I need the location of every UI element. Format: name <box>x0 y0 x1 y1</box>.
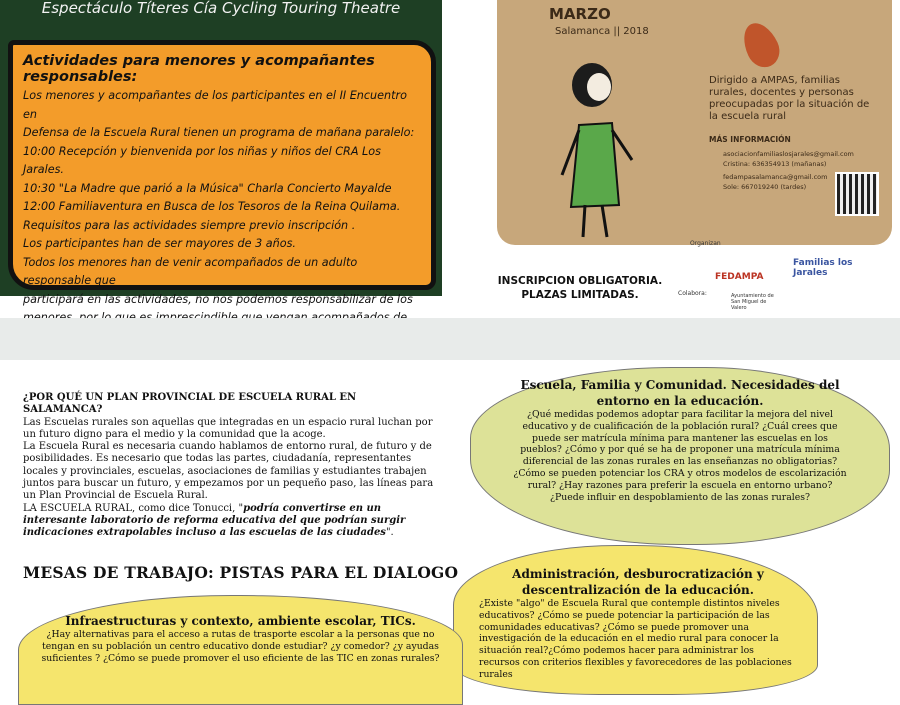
contact-line: asociacionfamiliaslosjarales@gmail.com <box>723 150 854 158</box>
activities-line: 12:00 Familiaventura en Busca de los Tesoros de la Reina Quilama. <box>23 200 401 213</box>
section-divider <box>0 318 900 360</box>
activities-box <box>8 40 436 306</box>
activities-line: Requisitos para las actividades siempre previo inscripción . <box>23 218 356 232</box>
poster-audience: Dirigido a AMPAS, familias rurales, docentes y personas preocupadas por la situación de la escuela rural <box>709 75 870 122</box>
quote-lead: LA ESCUELA RURAL, como dice Tonucci, " <box>23 502 244 514</box>
intro-paragraph: La Escuela Rural es necesaria cuando hablamos de entorno rural, de futuro y de posibilidades. Es necesario que todas las partes, ciudadanía, representantes locales y provinciales, escuelas, asociaciones de familias y estudiantes trabajen juntos para buscar un futuro, y empezamos por un pequeño paso, las líneas para un Plan Provincial de Escuela Rural. <box>23 441 434 502</box>
activities-line: Todos los menores han de venir acompañados de un adulto responsable que <box>23 255 358 287</box>
activities-line: 10:30 "La Madre que parió a la Música" Charla Concierto Mayalde <box>23 181 392 195</box>
poster-card <box>497 0 892 245</box>
family-community-cloud <box>470 367 890 545</box>
intro-heading: ¿POR QUÉ UN PLAN PROVINCIAL DE ESCUELA RURAL EN SALAMANCA? <box>23 392 357 416</box>
intro-paragraph: Las Escuelas rurales son aquellas que integradas en un espacio rural luchan por un futuro digno para el medio y la comunidad que la acoge. <box>23 416 433 440</box>
fedampa-logo: FEDAMPA <box>715 272 764 282</box>
activities-line: Los participantes han de ser mayores de 3 años. <box>23 237 296 250</box>
leaf-illustration <box>737 17 785 72</box>
registration-line: INSCRIPCION OBLIGATORIA. <box>497 275 663 287</box>
contact-line: fedampasalamanca@gmail.com <box>723 173 828 181</box>
contact-line: Sole: 667019240 (tardes) <box>723 182 807 191</box>
intro-text <box>23 392 435 540</box>
town-hall-logo: Ayuntamiento de San Miguel de Valero <box>731 293 774 311</box>
activities-line: Defensa de la Escuela Rural tienen un programa de mañana paralelo: <box>23 126 415 139</box>
cloud-title: Escuela, Familia y Comunidad. Necesidades del entorno en la educación. <box>520 378 840 408</box>
activities-line: participará en las actividades, no nos podemos responsabilizar de los <box>23 292 413 306</box>
poster-place: Salamanca || 2018 <box>555 26 649 37</box>
activities-title: Actividades para menores y acompañantes responsables: <box>23 53 375 85</box>
familias-logo: Familias los Jarales <box>793 258 853 278</box>
registration-line: PLAZAS LIMITADAS. <box>521 289 639 301</box>
puppet-show-banner: Espectáculo Títeres Cía Cycling Touring Theatre <box>41 0 401 17</box>
organizers-label: Organizan <box>690 240 721 247</box>
collaborator-label: Colabora: <box>678 290 707 297</box>
activities-line: 10:00 Recepción y bienvenida por los niñas y niños del CRA Los Jarales. <box>23 144 381 176</box>
cloud-body: ¿Existe "algo" de Escuela Rural que contemple distintos niveles educativos? ¿Cómo se puede potenciar la participación de las comunidades educativas? ¿Cómo se puede promover una investigación de la educación en el medio rural para conocer la situación real?¿Cómo podemos hacer para administrar los recursos con criterios flexibles y favorecedores de las poblaciones rurales <box>479 598 792 680</box>
girl-illustration <box>557 55 647 245</box>
contact-block <box>723 150 854 192</box>
contact-line: Cristina: 636354913 (mañanas) <box>723 159 827 168</box>
poster-date: MARZO <box>549 5 611 23</box>
registration-notice <box>490 274 670 302</box>
cloud-title: Infraestructuras y contexto, ambiente escolar, TICs. <box>65 614 416 628</box>
qr-code <box>835 172 879 216</box>
tonucci-quote <box>23 503 435 540</box>
cloud-body: ¿Qué medidas podemos adoptar para facilitar la mejora del nivel educativo y de cualificación de la población rural? ¿Cuál crees que puede ser matrícula mínima para mantener las escuelas en los pueblos? ¿Cómo y por qué se ha de proponer una matrícula mínima diferencial de las zonas rurales en las enseñanzas no obligatorias? ¿Cómo se pueden potenciar los CRA y otros modelos de escolarización rural? ¿Hay razones para preferir la escuela en entorno urbano? ¿Puede influir en despoblamiento de las zonas rurales? <box>513 409 847 503</box>
cloud-title: Administración, desburocratización y descentralización de la educación. <box>512 567 764 597</box>
activities-panel <box>0 0 442 306</box>
activities-line: Los menores y acompañantes de los participantes en el II Encuentro en <box>23 89 407 121</box>
top-section <box>0 0 900 318</box>
more-info-label: MÁS INFORMACIÓN <box>709 135 791 144</box>
event-poster <box>485 0 900 311</box>
work-tables-title: MESAS DE TRABAJO: PISTAS PARA EL DIALOGO <box>23 563 459 582</box>
infrastructure-cloud <box>18 595 463 705</box>
administration-cloud <box>453 545 818 695</box>
quote-text: podría convertirse en un interesante laboratorio de reforma educativa del que podrían surgir indicaciones extrapolables incluso a las escuelas de las ciudades <box>23 502 406 539</box>
cloud-body: ¿Hay alternativas para el acceso a rutas de trasporte escolar a la personas que no tengan en su población un centro educativo donde estudiar? ¿y comedor? ¿y ayudas suficientes ? ¿Cómo se puede promover el uso eficiente de las TIC en zonas rurales? <box>41 629 440 664</box>
quote-tail: ". <box>385 527 394 539</box>
